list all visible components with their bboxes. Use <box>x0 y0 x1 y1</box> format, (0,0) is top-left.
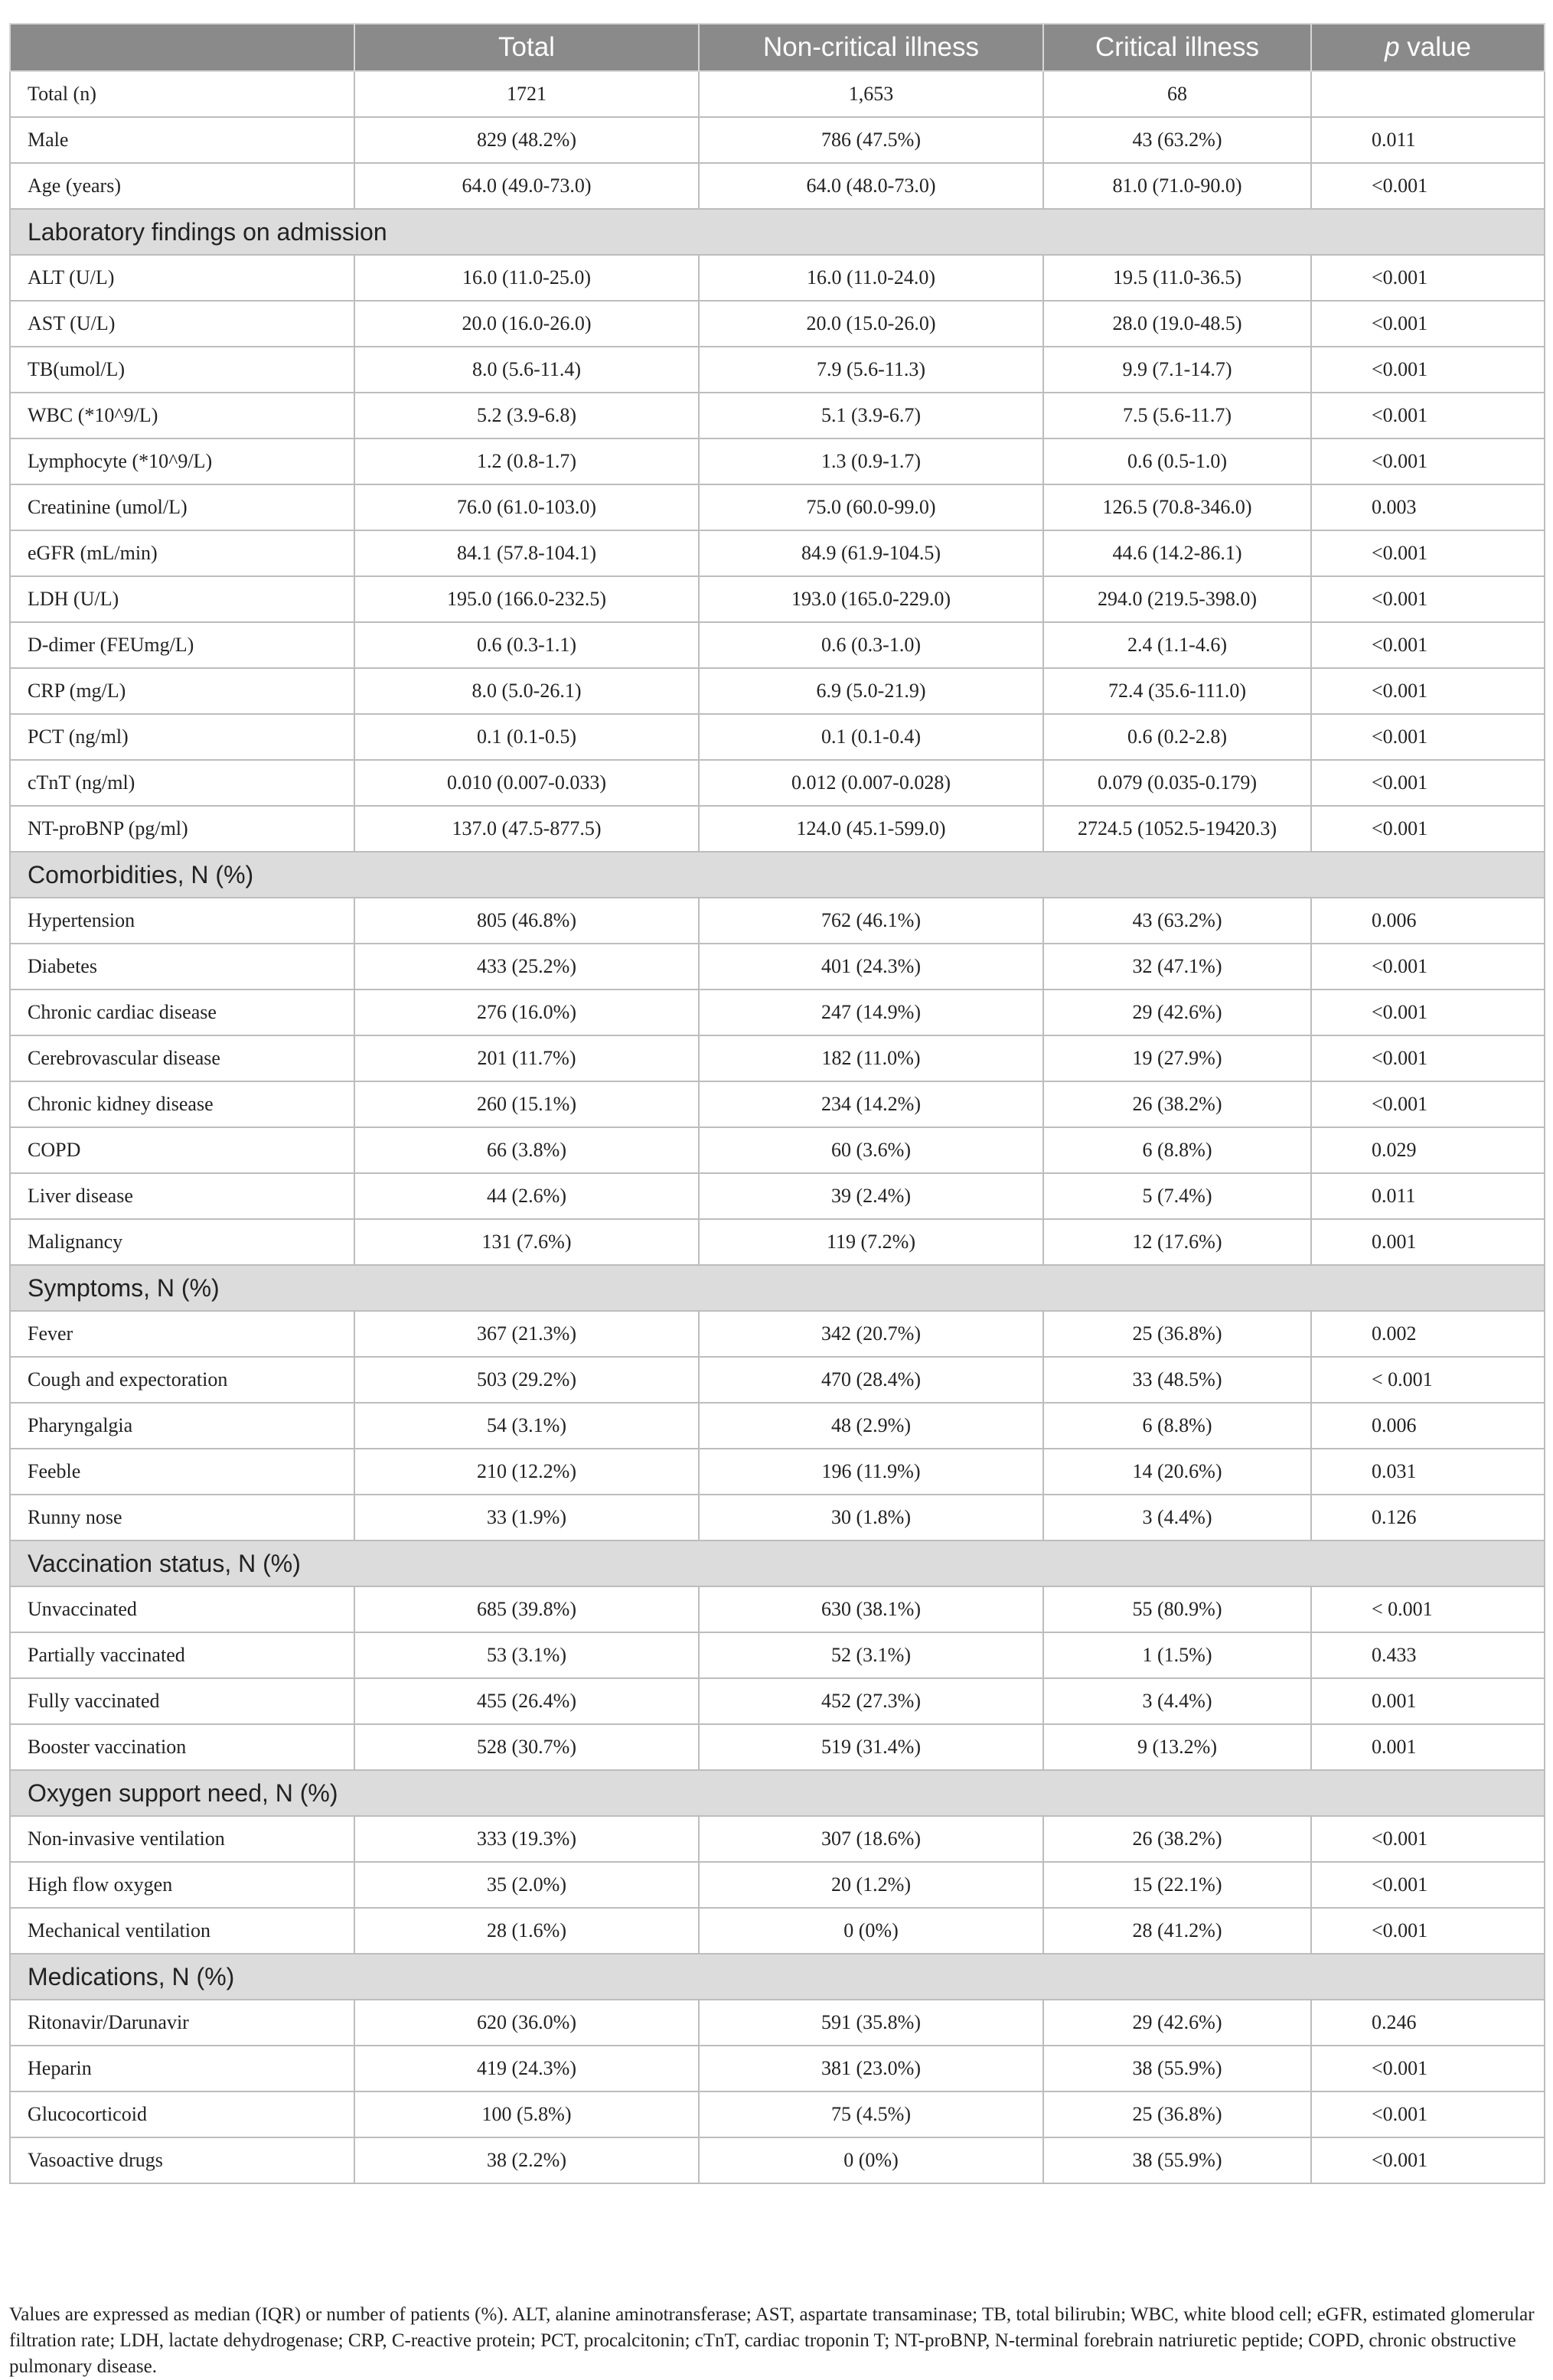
cell-noncritical: 196 (11.9%) <box>699 1449 1043 1495</box>
cell-noncritical: 1,653 <box>699 71 1043 117</box>
header-row <box>10 24 1545 71</box>
row-label: Partially vaccinated <box>10 1632 354 1678</box>
cell-critical: 19.5 (11.0-36.5) <box>1043 255 1311 301</box>
cell-pvalue: <0.001 <box>1311 576 1545 622</box>
cell-total: 1721 <box>354 71 699 117</box>
table-footnote: Values are expressed as median (IQR) or number of patients (%). ALT, alanine aminotransferase; AST, aspartate transaminase; TB, total bilirubin; WBC, white blood cell; eGFR, estimated glomerular filtration rate; LDH, lactate dehydrogenase; CRP, C-reactive protein; PCT, procalcitonin; cTnT, cardiac troponin T; NT-proBNP, N-terminal forebrain natriuretic peptide; COPD, chronic obstructive pulmonary disease. <box>9 2304 1535 2377</box>
cell-critical: 9 (13.2%) <box>1043 1724 1311 1770</box>
cell-critical: 38 (55.9%) <box>1043 2046 1311 2091</box>
row-label: TB(umol/L) <box>10 347 354 393</box>
cell-noncritical: 381 (23.0%) <box>699 2046 1043 2091</box>
cell-critical: 126.5 (70.8-346.0) <box>1043 484 1311 530</box>
cell-pvalue: 0.003 <box>1311 484 1545 530</box>
section-label: Vaccination status, N (%) <box>10 1540 1545 1586</box>
cell-total: 137.0 (47.5-877.5) <box>354 806 699 852</box>
row-label: ALT (U/L) <box>10 255 354 301</box>
table-body <box>10 71 1545 2183</box>
table-row <box>10 668 1545 714</box>
table-row <box>10 1586 1545 1632</box>
cell-pvalue: 0.011 <box>1311 1173 1545 1219</box>
table-row <box>10 760 1545 806</box>
cell-critical: 38 (55.9%) <box>1043 2137 1311 2183</box>
cell-noncritical: 786 (47.5%) <box>699 117 1043 163</box>
cell-pvalue: <0.001 <box>1311 163 1545 209</box>
cell-pvalue: <0.001 <box>1311 668 1545 714</box>
cell-noncritical: 20 (1.2%) <box>699 1862 1043 1908</box>
section-label: Symptoms, N (%) <box>10 1265 1545 1311</box>
table-row <box>10 530 1545 576</box>
row-label: Non-invasive ventilation <box>10 1816 354 1862</box>
row-label: Liver disease <box>10 1173 354 1219</box>
cell-total: 28 (1.6%) <box>354 1908 699 1954</box>
cell-noncritical: 7.9 (5.6-11.3) <box>699 347 1043 393</box>
table-row <box>10 2000 1545 2046</box>
cell-total: 455 (26.4%) <box>354 1678 699 1724</box>
table-row <box>10 347 1545 393</box>
section-row <box>10 209 1545 255</box>
table-row <box>10 1908 1545 1954</box>
row-label: Cough and expectoration <box>10 1357 354 1403</box>
section-label: Oxygen support need, N (%) <box>10 1770 1545 1816</box>
cell-total: 503 (29.2%) <box>354 1357 699 1403</box>
cell-noncritical: 48 (2.9%) <box>699 1403 1043 1449</box>
cell-pvalue: < 0.001 <box>1311 1586 1545 1632</box>
table-row <box>10 2091 1545 2137</box>
cell-pvalue: <0.001 <box>1311 347 1545 393</box>
cell-pvalue: 0.001 <box>1311 1724 1545 1770</box>
row-label: Feeble <box>10 1449 354 1495</box>
table-row <box>10 714 1545 760</box>
row-label: CRP (mg/L) <box>10 668 354 714</box>
section-row <box>10 852 1545 898</box>
cell-total: 0.6 (0.3-1.1) <box>354 622 699 668</box>
section-label: Comorbidities, N (%) <box>10 852 1545 898</box>
cell-pvalue: <0.001 <box>1311 2046 1545 2091</box>
table-row <box>10 1357 1545 1403</box>
cell-pvalue: <0.001 <box>1311 2091 1545 2137</box>
cell-critical: 0.079 (0.035-0.179) <box>1043 760 1311 806</box>
cell-critical: 29 (42.6%) <box>1043 2000 1311 2046</box>
cell-noncritical: 307 (18.6%) <box>699 1816 1043 1862</box>
row-label: AST (U/L) <box>10 301 354 347</box>
cell-noncritical: 519 (31.4%) <box>699 1724 1043 1770</box>
row-label: COPD <box>10 1127 354 1173</box>
cell-critical: 28 (41.2%) <box>1043 1908 1311 1954</box>
header-cell-noncritical: Non-critical illness <box>699 24 1043 71</box>
cell-pvalue: <0.001 <box>1311 760 1545 806</box>
cell-total: 38 (2.2%) <box>354 2137 699 2183</box>
row-label: Runny nose <box>10 1495 354 1540</box>
row-label: Cerebrovascular disease <box>10 1035 354 1081</box>
cell-pvalue: 0.006 <box>1311 1403 1545 1449</box>
cell-critical: 43 (63.2%) <box>1043 898 1311 944</box>
cell-noncritical: 591 (35.8%) <box>699 2000 1043 2046</box>
cell-total: 131 (7.6%) <box>354 1219 699 1265</box>
cell-critical: 1 (1.5%) <box>1043 1632 1311 1678</box>
cell-total: 8.0 (5.0-26.1) <box>354 668 699 714</box>
cell-total: 8.0 (5.6-11.4) <box>354 347 699 393</box>
cell-noncritical: 342 (20.7%) <box>699 1311 1043 1357</box>
cell-pvalue: <0.001 <box>1311 989 1545 1035</box>
cell-critical: 26 (38.2%) <box>1043 1081 1311 1127</box>
cell-noncritical: 0 (0%) <box>699 2137 1043 2183</box>
cell-total: 0.010 (0.007-0.033) <box>354 760 699 806</box>
table-row <box>10 1219 1545 1265</box>
cell-total: 64.0 (49.0-73.0) <box>354 163 699 209</box>
cell-noncritical: 84.9 (61.9-104.5) <box>699 530 1043 576</box>
row-label: Fully vaccinated <box>10 1678 354 1724</box>
cell-critical: 3 (4.4%) <box>1043 1678 1311 1724</box>
table-container <box>9 23 1544 2184</box>
table-row <box>10 806 1545 852</box>
header-cell-pvalue: p value <box>1311 24 1545 71</box>
table-row <box>10 576 1545 622</box>
row-label: Diabetes <box>10 944 354 989</box>
cell-critical: 19 (27.9%) <box>1043 1035 1311 1081</box>
row-label: NT-proBNP (pg/ml) <box>10 806 354 852</box>
cell-pvalue: <0.001 <box>1311 439 1545 484</box>
cell-noncritical: 0.1 (0.1-0.4) <box>699 714 1043 760</box>
cell-pvalue: <0.001 <box>1311 301 1545 347</box>
cell-total: 76.0 (61.0-103.0) <box>354 484 699 530</box>
cell-critical: 2.4 (1.1-4.6) <box>1043 622 1311 668</box>
cell-total: 419 (24.3%) <box>354 2046 699 2091</box>
cell-noncritical: 0.012 (0.007-0.028) <box>699 760 1043 806</box>
cell-critical: 68 <box>1043 71 1311 117</box>
cell-total: 829 (48.2%) <box>354 117 699 163</box>
table-row <box>10 1816 1545 1862</box>
section-row <box>10 1540 1545 1586</box>
section-label: Laboratory findings on admission <box>10 209 1545 255</box>
row-label: Mechanical ventilation <box>10 1908 354 1954</box>
cell-noncritical: 64.0 (48.0-73.0) <box>699 163 1043 209</box>
section-label: Medications, N (%) <box>10 1954 1545 2000</box>
cell-critical: 3 (4.4%) <box>1043 1495 1311 1540</box>
cell-critical: 43 (63.2%) <box>1043 117 1311 163</box>
cell-critical: 26 (38.2%) <box>1043 1816 1311 1862</box>
row-label: Creatinine (umol/L) <box>10 484 354 530</box>
row-label: Unvaccinated <box>10 1586 354 1632</box>
cell-pvalue: <0.001 <box>1311 393 1545 439</box>
cell-pvalue: 0.031 <box>1311 1449 1545 1495</box>
table-row <box>10 1403 1545 1449</box>
table-row <box>10 2137 1545 2183</box>
cell-total: 620 (36.0%) <box>354 2000 699 2046</box>
cell-critical: 5 (7.4%) <box>1043 1173 1311 1219</box>
table-row <box>10 1632 1545 1678</box>
table-row <box>10 1173 1545 1219</box>
cell-noncritical: 75 (4.5%) <box>699 2091 1043 2137</box>
cell-noncritical: 124.0 (45.1-599.0) <box>699 806 1043 852</box>
cell-noncritical: 5.1 (3.9-6.7) <box>699 393 1043 439</box>
table-row <box>10 1127 1545 1173</box>
cell-pvalue: <0.001 <box>1311 806 1545 852</box>
cell-critical: 0.6 (0.2-2.8) <box>1043 714 1311 760</box>
cell-noncritical: 247 (14.9%) <box>699 989 1043 1035</box>
section-row <box>10 1770 1545 1816</box>
cell-pvalue: <0.001 <box>1311 1081 1545 1127</box>
cell-noncritical: 52 (3.1%) <box>699 1632 1043 1678</box>
table-row <box>10 898 1545 944</box>
row-label: cTnT (ng/ml) <box>10 760 354 806</box>
cell-critical: 81.0 (71.0-90.0) <box>1043 163 1311 209</box>
row-label: High flow oxygen <box>10 1862 354 1908</box>
cell-noncritical: 60 (3.6%) <box>699 1127 1043 1173</box>
row-label: eGFR (mL/min) <box>10 530 354 576</box>
cell-critical: 9.9 (7.1-14.7) <box>1043 347 1311 393</box>
row-label: Booster vaccination <box>10 1724 354 1770</box>
cell-noncritical: 0 (0%) <box>699 1908 1043 1954</box>
table-row <box>10 255 1545 301</box>
cell-pvalue: <0.001 <box>1311 2137 1545 2183</box>
row-label: Male <box>10 117 354 163</box>
table-row <box>10 163 1545 209</box>
header-cell-critical: Critical illness <box>1043 24 1311 71</box>
cell-pvalue: <0.001 <box>1311 1816 1545 1862</box>
row-label: Ritonavir/Darunavir <box>10 2000 354 2046</box>
row-label: Lymphocyte (*10^9/L) <box>10 439 354 484</box>
header-cell-variable <box>10 24 354 71</box>
row-label: WBC (*10^9/L) <box>10 393 354 439</box>
row-label: Hypertension <box>10 898 354 944</box>
cell-pvalue: 0.006 <box>1311 898 1545 944</box>
row-label: Chronic cardiac disease <box>10 989 354 1035</box>
cell-critical: 6 (8.8%) <box>1043 1127 1311 1173</box>
cell-total: 53 (3.1%) <box>354 1632 699 1678</box>
cell-pvalue: <0.001 <box>1311 1908 1545 1954</box>
header-cell-total: Total <box>354 24 699 71</box>
cell-noncritical: 119 (7.2%) <box>699 1219 1043 1265</box>
cell-total: 35 (2.0%) <box>354 1862 699 1908</box>
cell-total: 210 (12.2%) <box>354 1449 699 1495</box>
table-row <box>10 484 1545 530</box>
table-row <box>10 1495 1545 1540</box>
row-label: Pharyngalgia <box>10 1403 354 1449</box>
cell-noncritical: 193.0 (165.0-229.0) <box>699 576 1043 622</box>
table-row <box>10 2046 1545 2091</box>
table-row <box>10 622 1545 668</box>
cell-critical: 72.4 (35.6-111.0) <box>1043 668 1311 714</box>
row-label: Vasoactive drugs <box>10 2137 354 2183</box>
cell-total: 33 (1.9%) <box>354 1495 699 1540</box>
cell-critical: 6 (8.8%) <box>1043 1403 1311 1449</box>
cell-noncritical: 182 (11.0%) <box>699 1035 1043 1081</box>
row-label: Fever <box>10 1311 354 1357</box>
cell-pvalue: 0.001 <box>1311 1678 1545 1724</box>
cell-pvalue: 0.126 <box>1311 1495 1545 1540</box>
cell-pvalue: 0.433 <box>1311 1632 1545 1678</box>
section-row <box>10 1265 1545 1311</box>
cell-pvalue: 0.001 <box>1311 1219 1545 1265</box>
cell-total: 5.2 (3.9-6.8) <box>354 393 699 439</box>
cell-noncritical: 1.3 (0.9-1.7) <box>699 439 1043 484</box>
cell-total: 84.1 (57.8-104.1) <box>354 530 699 576</box>
row-label: Total (n) <box>10 71 354 117</box>
cell-total: 1.2 (0.8-1.7) <box>354 439 699 484</box>
cell-noncritical: 630 (38.1%) <box>699 1586 1043 1632</box>
cell-total: 66 (3.8%) <box>354 1127 699 1173</box>
cell-noncritical: 401 (24.3%) <box>699 944 1043 989</box>
cell-pvalue: <0.001 <box>1311 1862 1545 1908</box>
table-row <box>10 1311 1545 1357</box>
cell-total: 805 (46.8%) <box>354 898 699 944</box>
cell-noncritical: 30 (1.8%) <box>699 1495 1043 1540</box>
cell-critical: 28.0 (19.0-48.5) <box>1043 301 1311 347</box>
cell-pvalue: <0.001 <box>1311 530 1545 576</box>
cell-noncritical: 75.0 (60.0-99.0) <box>699 484 1043 530</box>
row-label: Chronic kidney disease <box>10 1081 354 1127</box>
cell-pvalue: <0.001 <box>1311 255 1545 301</box>
cell-total: 195.0 (166.0-232.5) <box>354 576 699 622</box>
cell-pvalue: <0.001 <box>1311 714 1545 760</box>
cell-critical: 25 (36.8%) <box>1043 2091 1311 2137</box>
cell-noncritical: 16.0 (11.0-24.0) <box>699 255 1043 301</box>
row-label: Age (years) <box>10 163 354 209</box>
table-row <box>10 1678 1545 1724</box>
data-table <box>9 23 1545 2184</box>
cell-pvalue: 0.246 <box>1311 2000 1545 2046</box>
cell-critical: 15 (22.1%) <box>1043 1862 1311 1908</box>
table-row <box>10 439 1545 484</box>
cell-total: 367 (21.3%) <box>354 1311 699 1357</box>
cell-critical: 0.6 (0.5-1.0) <box>1043 439 1311 484</box>
cell-total: 44 (2.6%) <box>354 1173 699 1219</box>
cell-total: 685 (39.8%) <box>354 1586 699 1632</box>
row-label: Glucocorticoid <box>10 2091 354 2137</box>
cell-total: 333 (19.3%) <box>354 1816 699 1862</box>
cell-critical: 2724.5 (1052.5-19420.3) <box>1043 806 1311 852</box>
cell-noncritical: 452 (27.3%) <box>699 1678 1043 1724</box>
table-row <box>10 393 1545 439</box>
cell-noncritical: 39 (2.4%) <box>699 1173 1043 1219</box>
cell-noncritical: 6.9 (5.0-21.9) <box>699 668 1043 714</box>
row-label: D-dimer (FEUmg/L) <box>10 622 354 668</box>
cell-pvalue: 0.029 <box>1311 1127 1545 1173</box>
table-row <box>10 1449 1545 1495</box>
table-row <box>10 1724 1545 1770</box>
cell-pvalue <box>1311 71 1545 117</box>
cell-critical: 55 (80.9%) <box>1043 1586 1311 1632</box>
cell-total: 16.0 (11.0-25.0) <box>354 255 699 301</box>
cell-pvalue: 0.002 <box>1311 1311 1545 1357</box>
table-row <box>10 1862 1545 1908</box>
cell-pvalue: < 0.001 <box>1311 1357 1545 1403</box>
cell-total: 276 (16.0%) <box>354 989 699 1035</box>
cell-critical: 12 (17.6%) <box>1043 1219 1311 1265</box>
cell-noncritical: 470 (28.4%) <box>699 1357 1043 1403</box>
table-row <box>10 301 1545 347</box>
cell-critical: 44.6 (14.2-86.1) <box>1043 530 1311 576</box>
cell-total: 100 (5.8%) <box>354 2091 699 2137</box>
cell-total: 0.1 (0.1-0.5) <box>354 714 699 760</box>
cell-critical: 25 (36.8%) <box>1043 1311 1311 1357</box>
cell-critical: 32 (47.1%) <box>1043 944 1311 989</box>
cell-noncritical: 0.6 (0.3-1.0) <box>699 622 1043 668</box>
table-row <box>10 944 1545 989</box>
cell-noncritical: 20.0 (15.0-26.0) <box>699 301 1043 347</box>
cell-critical: 33 (48.5%) <box>1043 1357 1311 1403</box>
cell-pvalue: <0.001 <box>1311 944 1545 989</box>
cell-noncritical: 762 (46.1%) <box>699 898 1043 944</box>
row-label: Malignancy <box>10 1219 354 1265</box>
row-label: LDH (U/L) <box>10 576 354 622</box>
cell-critical: 7.5 (5.6-11.7) <box>1043 393 1311 439</box>
cell-critical: 29 (42.6%) <box>1043 989 1311 1035</box>
cell-pvalue: <0.001 <box>1311 622 1545 668</box>
cell-total: 54 (3.1%) <box>354 1403 699 1449</box>
table-row <box>10 117 1545 163</box>
section-row <box>10 1954 1545 2000</box>
cell-total: 260 (15.1%) <box>354 1081 699 1127</box>
table-row <box>10 1081 1545 1127</box>
cell-noncritical: 234 (14.2%) <box>699 1081 1043 1127</box>
cell-total: 201 (11.7%) <box>354 1035 699 1081</box>
row-label: PCT (ng/ml) <box>10 714 354 760</box>
table-row <box>10 71 1545 117</box>
cell-total: 528 (30.7%) <box>354 1724 699 1770</box>
cell-total: 20.0 (16.0-26.0) <box>354 301 699 347</box>
table-row <box>10 989 1545 1035</box>
cell-pvalue: <0.001 <box>1311 1035 1545 1081</box>
cell-pvalue: 0.011 <box>1311 117 1545 163</box>
cell-critical: 294.0 (219.5-398.0) <box>1043 576 1311 622</box>
row-label: Heparin <box>10 2046 354 2091</box>
cell-total: 433 (25.2%) <box>354 944 699 989</box>
cell-critical: 14 (20.6%) <box>1043 1449 1311 1495</box>
table-row <box>10 1035 1545 1081</box>
